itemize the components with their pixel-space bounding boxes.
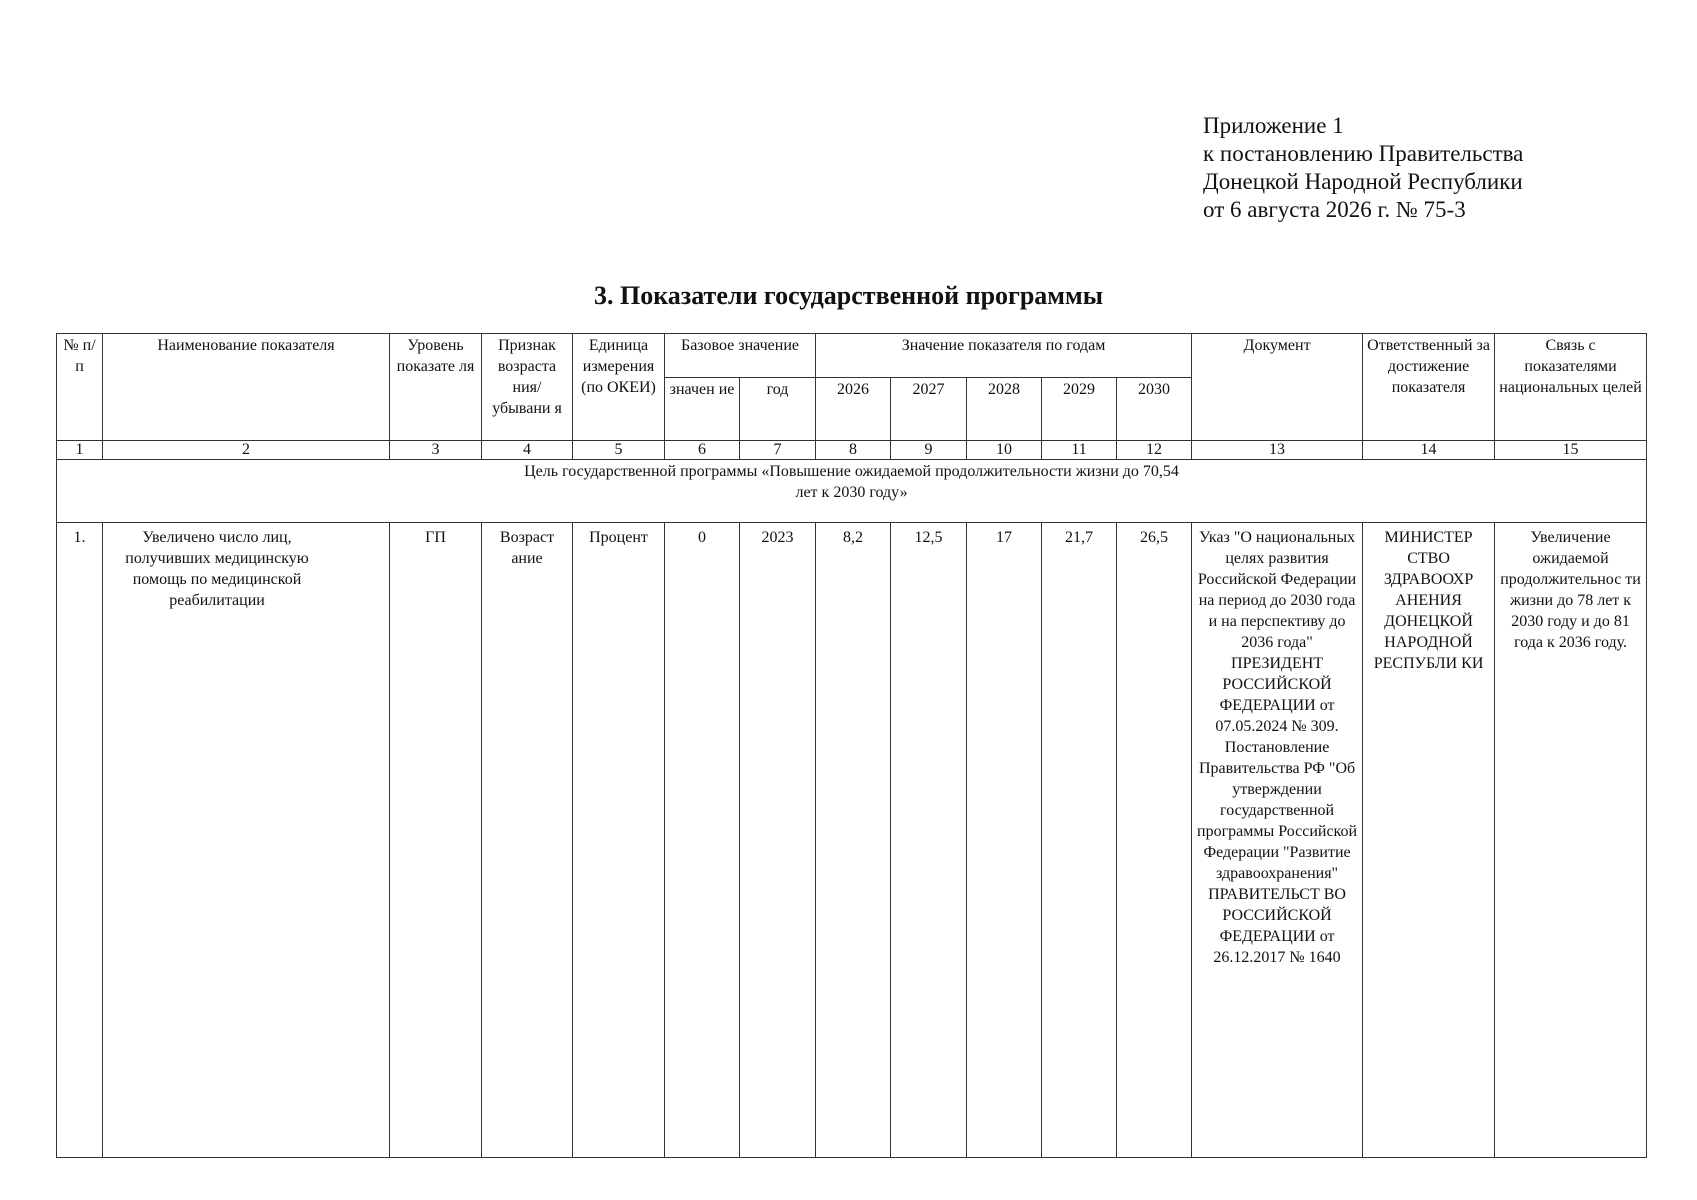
column-number: 2	[103, 441, 390, 460]
cell-document: Указ "О национальных целях развития Российской Федерации на период до 2030 года и на перспективу до 2036 года" ПРЕЗИДЕНТ РОССИЙСКОЙ ФЕДЕРАЦИИ от 07.05.2024 № 309. Постановление Правительства РФ "Об утверждении государственной программы Российской Федерации "Развитие здравоохранения" ПРАВИТЕЛЬСТ ВО РОССИЙСКОЙ ФЕДЕРАЦИИ от 26.12.2017 № 1640	[1192, 523, 1363, 1158]
column-number: 10	[967, 441, 1042, 460]
cell-link: Увеличение ожидаемой продолжительнос ти жизни до 78 лет к 2030 году и до 81 года к 2036 году.	[1495, 523, 1647, 1158]
header-year: 2029	[1042, 378, 1117, 441]
annex-block	[1203, 112, 1523, 224]
column-number: 9	[891, 441, 967, 460]
column-number-row	[57, 441, 1647, 460]
goal-row	[57, 460, 1647, 523]
column-number: 8	[816, 441, 891, 460]
indicators-table	[56, 333, 1647, 1158]
column-number: 6	[665, 441, 740, 460]
header-num: № п/ п	[57, 334, 103, 441]
annex-line: Приложение 1	[1203, 113, 1344, 138]
annex-line: к постановлению Правительства	[1203, 141, 1524, 166]
annex-line: от 6 августа 2026 г. № 75-3	[1203, 197, 1466, 222]
column-number: 5	[573, 441, 665, 460]
cell-level: ГП	[390, 523, 482, 1158]
header-name: Наименование показателя	[103, 334, 390, 441]
column-number: 4	[482, 441, 573, 460]
goal-text: Цель государственной программы «Повышение ожидаемой продолжительности жизни до 70,54 лет к 2030 году»	[524, 463, 1179, 501]
column-number: 11	[1042, 441, 1117, 460]
header-year: 2026	[816, 378, 891, 441]
column-number: 13	[1192, 441, 1363, 460]
cell-unit: Процент	[573, 523, 665, 1158]
cell-name	[103, 523, 390, 1158]
header-year: 2027	[891, 378, 967, 441]
header-unit: Единица измерения (по ОКЕИ)	[573, 334, 665, 441]
header-year: 2030	[1117, 378, 1192, 441]
header-level: Уровень показате ля	[390, 334, 482, 441]
cell-value-2029: 21,7	[1042, 523, 1117, 1158]
column-number: 14	[1363, 441, 1495, 460]
header-base-value: значен ие	[665, 378, 740, 441]
cell-num: 1.	[57, 523, 103, 1158]
header-base: Базовое значение	[665, 334, 816, 378]
cell-name-text: Увеличено число лиц, получивших медицинскую помощь по медицинской реабилитации	[125, 529, 309, 609]
column-number: 12	[1117, 441, 1192, 460]
cell-base-year: 2023	[740, 523, 816, 1158]
header-document: Документ	[1192, 334, 1363, 441]
table-row	[57, 523, 1647, 1158]
cell-value-2028: 17	[967, 523, 1042, 1158]
cell-sign: Возраст ание	[482, 523, 573, 1158]
column-number: 3	[390, 441, 482, 460]
column-number: 1	[57, 441, 103, 460]
header-sign: Признак возраста ния/ убывани я	[482, 334, 573, 441]
header-year: 2028	[967, 378, 1042, 441]
header-years-group: Значение показателя по годам	[816, 334, 1192, 378]
goal-cell	[57, 460, 1647, 523]
cell-value-2027: 12,5	[891, 523, 967, 1158]
annex-line: Донецкой Народной Республики	[1203, 169, 1523, 194]
header-link: Связь с показателями национальных целей	[1495, 334, 1647, 441]
cell-responsible: МИНИСТЕР СТВО ЗДРАВООХР АНЕНИЯ ДОНЕЦКОЙ НАРОДНОЙ РЕСПУБЛИ КИ	[1363, 523, 1495, 1158]
cell-value-2030: 26,5	[1117, 523, 1192, 1158]
page-title: 3. Показатели государственной программы	[593, 281, 1104, 310]
column-number: 7	[740, 441, 816, 460]
cell-value-2026: 8,2	[816, 523, 891, 1158]
cell-base-value: 0	[665, 523, 740, 1158]
column-number: 15	[1495, 441, 1647, 460]
header-row	[57, 334, 1647, 378]
header-responsible: Ответственный за достижение показателя	[1363, 334, 1495, 441]
header-base-year: год	[740, 378, 816, 441]
